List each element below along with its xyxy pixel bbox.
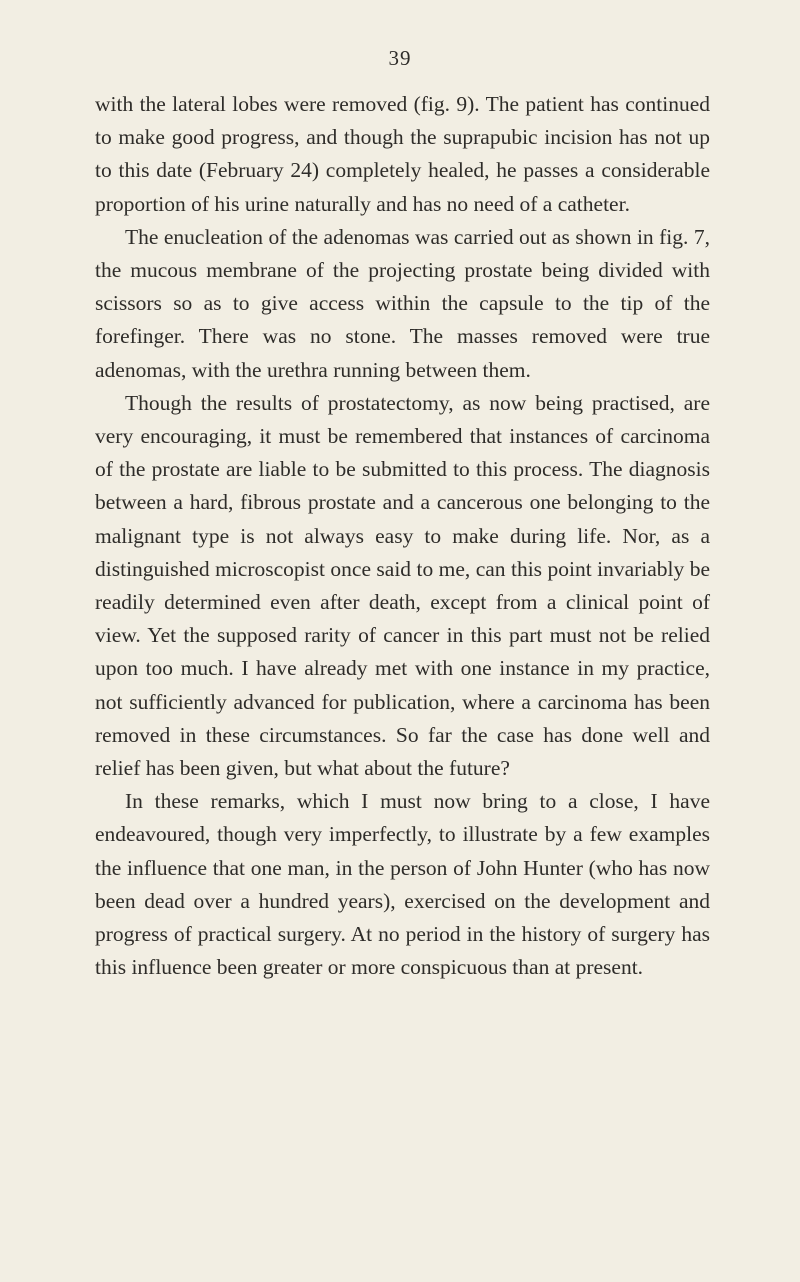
paragraph-3: Though the results of prostatectomy, as now being practised, are very encouraging, it must be remembered that instances of carcinoma of the prostate are liable to be submitted to this process. The diagnosis between a hard, fibrous prostate and a cancerous one belonging to the malignant type is not always easy to make during life. Nor, as a distinguished microscopist once said to me, can this point invariably be readily determined even after death, except from a clinical point of view. Yet the supposed rarity of cancer in this part must not be relied upon too much. I have already met with one instance in my practice, not sufficiently advanced for publication, where a carcinoma has been removed in these circumstances. So far the case has done well and relief has been given, but what about the future? <box>95 390 710 781</box>
paragraph-1: with the lateral lobes were removed (fig. 9). The patient has continued to make good progress, and though the suprapubic incision has not up to this date (February 24) completely healed, he passes a considerable proportion of his urine naturally and has no need of a catheter. <box>95 92 710 216</box>
body-text <box>95 88 710 984</box>
paragraph-4: In these remarks, which I must now bring to a close, I have endeavoured, though very imperfectly, to illustrate by a few examples the influence that one man, in the person of John Hunter (who has now been dead over a hundred years), exercised on the development and progress of practical surgery. At no period in the history of surgery has this influence been greater or more conspicuous than at present. <box>95 789 710 980</box>
page-number: 39 <box>388 46 412 70</box>
paragraph-2: The enucleation of the adenomas was carried out as shown in fig. 7, the mucous membrane of the projecting prostate being divided with scissors so as to give access within the capsule to the tip of the forefinger. There was no stone. The masses removed were true adenomas, with the urethra running between them. <box>95 224 710 382</box>
